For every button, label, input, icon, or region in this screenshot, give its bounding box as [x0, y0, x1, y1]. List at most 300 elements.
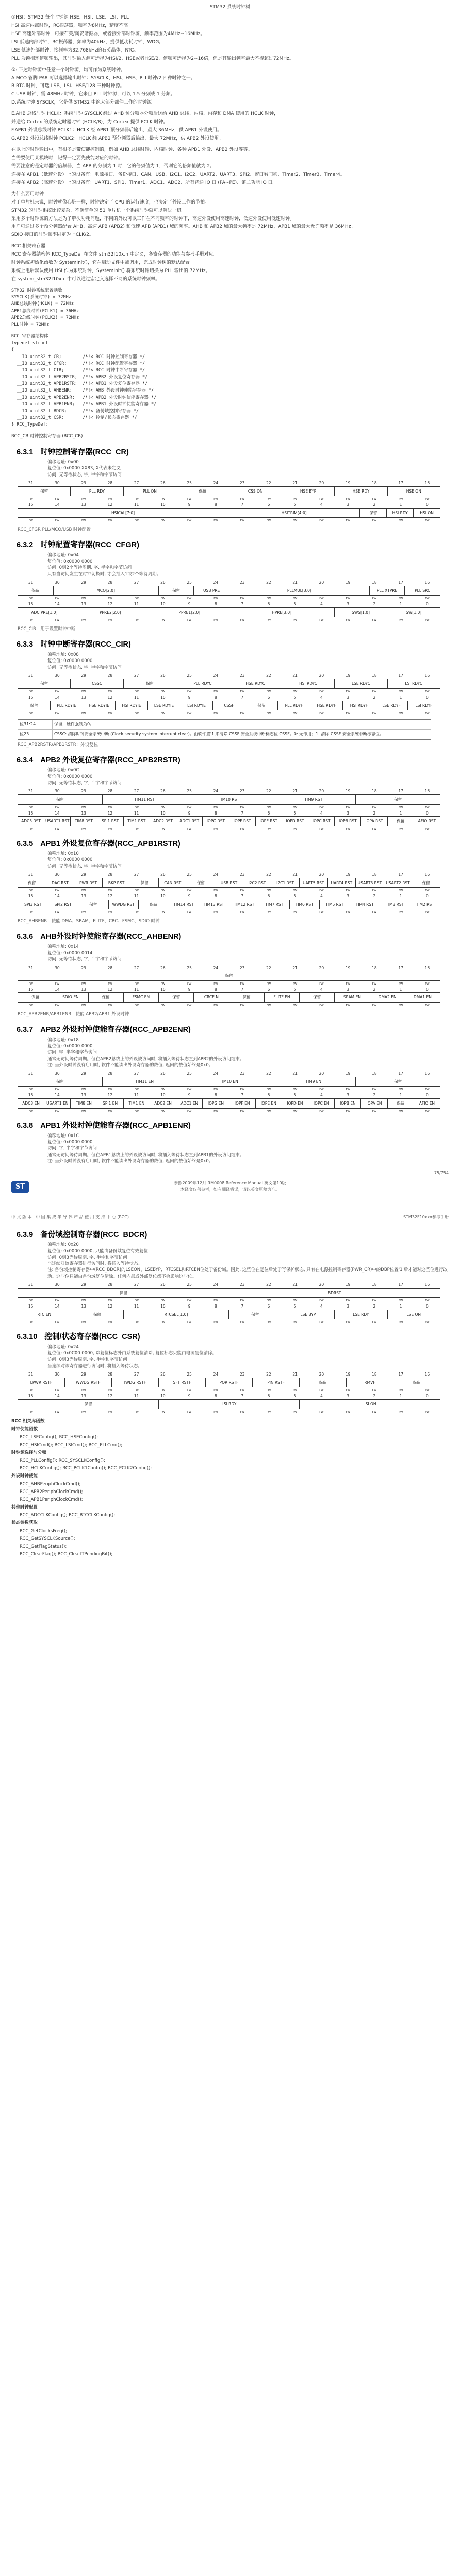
access-tag: rw — [240, 1087, 244, 1092]
bit-number: 6 — [267, 987, 270, 992]
register-field: IOPD RST — [282, 817, 308, 826]
access-tag: rw — [346, 596, 350, 601]
bit-number: 23 — [239, 1071, 245, 1076]
bit-number: 8 — [214, 1093, 217, 1098]
text-line: 对于单片机来说，时钟就像心脏一样，时钟决定了 CPU 的运行速度，也决定了外设工作的节拍。 — [11, 199, 210, 205]
register-field: IOPA EN — [361, 1099, 387, 1109]
access-tag: rw — [398, 596, 403, 601]
register-cells — [18, 1077, 440, 1087]
bit-number: 16 — [424, 1282, 430, 1287]
code-line: AHB总线时钟(HCLK) = 72MHz — [11, 301, 74, 307]
section-heading — [17, 447, 449, 458]
bit-number: 22 — [266, 965, 271, 970]
register-field: 保留 — [300, 993, 335, 1003]
register-field: CSS ON — [229, 487, 282, 497]
register-diagram — [18, 788, 440, 832]
access-tag: rw — [187, 689, 192, 694]
access-tag: rw — [372, 1087, 377, 1092]
api-item: RCC_HSICmd(); RCC_LSICmd(); RCC_PLLCmd(); — [20, 1442, 123, 1448]
meta-line: 复位值: 0x0000 0000, 只能由备份域复位有效复位 — [47, 1248, 148, 1254]
api-item: 时钟使能函数 — [11, 1427, 38, 1432]
bit-number: 31 — [28, 580, 34, 585]
access-tag: rw — [187, 1003, 192, 1008]
access-tag: rw — [108, 1320, 112, 1325]
bit-number: 11 — [134, 894, 139, 899]
register-note: RCC_CIR：用于设置时钟中断 — [18, 626, 76, 632]
access-tag: rw — [213, 689, 218, 694]
bit-number: 20 — [319, 965, 324, 970]
access-tag: rw — [55, 805, 60, 809]
text-line: 并送给 Cortex 的系统定时器时钟 (HCLK/8)，为 Cortex 提供 FCLK 时钟。 — [11, 120, 168, 125]
bit-number: 30 — [55, 872, 60, 877]
code-line: { — [11, 347, 14, 353]
bit-number: 15 — [28, 810, 34, 816]
bit-number: 15 — [28, 894, 34, 899]
access-tag: rw — [28, 1410, 33, 1414]
register-field: HSE RDYC — [229, 679, 282, 689]
access-tag: rw — [425, 618, 430, 622]
register-field: 保留 — [18, 487, 71, 497]
register-field: LSE RDY — [335, 1310, 388, 1320]
meta-line: 访问: 字, 半字和字节访问 — [47, 1146, 97, 1151]
bit-number: 17 — [398, 872, 403, 877]
bit-number: 22 — [266, 789, 271, 794]
bit-number: 23 — [239, 872, 245, 877]
register-field: 保留 — [18, 586, 54, 596]
bit-number: 10 — [160, 602, 166, 607]
text-line: SDIO 接口的时钟频率固定为 HCLK/2。 — [11, 232, 94, 238]
bit-number: 21 — [292, 789, 298, 794]
register-cells — [18, 1098, 440, 1109]
section-title: APB2 外设时钟使能寄存器(RCC_APB2ENR) — [40, 1026, 191, 1035]
register-field: CSSF — [213, 701, 245, 711]
register-field: IOPE EN — [256, 1099, 282, 1109]
register-field: 保留 — [245, 701, 278, 711]
register-field: IOPF RST — [229, 817, 256, 826]
meta-line: 访问: 无等待状态, 字, 半字和字节访问 — [47, 957, 122, 962]
bit-number: 23 — [239, 673, 245, 678]
meta-line: 复位值: 0x0000 0000 — [47, 857, 93, 863]
bit-number: 24 — [213, 789, 219, 794]
access-tag: rw — [28, 910, 33, 914]
register-cells — [18, 992, 440, 1003]
section-heading — [17, 639, 449, 650]
bit-number: 10 — [160, 502, 166, 507]
bit-number: 13 — [81, 1394, 86, 1399]
code-line: __IO uint32_t CSR; /*!< 控制/状态寄存器 */ — [11, 415, 137, 421]
access-tag: rw — [346, 497, 350, 501]
register-field: UART5 RST — [300, 878, 328, 888]
bit-number: 25 — [187, 1071, 192, 1076]
access-tag: rw — [28, 1087, 33, 1092]
access-tag: rw — [319, 711, 324, 716]
code-line: __IO uint32_t BDCR; /*!< 备份域控制寄存器 */ — [11, 408, 139, 414]
register-cells — [18, 971, 440, 981]
register-field: TIM10 EN — [187, 1077, 272, 1087]
bit-number: 5 — [293, 694, 297, 700]
bit-number: 24 — [213, 872, 219, 877]
bit-number: 24 — [213, 673, 219, 678]
text-line: 用户可通过多个预分频器配置 AHB、高速 APB (APB2) 和低速 APB (APB1) 域的频率。AHB 和 APB2 域的最大频率是 72MHz，APB1 域的最大允许频率是 36MHz。 — [11, 224, 356, 230]
access-tag: rw — [292, 1109, 298, 1113]
access-tag: rw — [346, 1388, 350, 1393]
meta-line: 复位值: 0x0000 0000 — [47, 1140, 93, 1145]
meta-line: 访问: 0到3等待周期, 字, 半字和字节访问 — [47, 1357, 127, 1363]
access-tag: rw — [28, 981, 33, 986]
section-number: 6.3.3 — [17, 640, 34, 649]
bit-number: 24 — [213, 481, 219, 486]
bit-number: 26 — [160, 965, 166, 970]
section-title: APB2 外设复位寄存器(RCC_APB2RSTR) — [40, 756, 180, 765]
register-field: TIM5 RST — [320, 900, 350, 910]
access-tag: rw — [108, 689, 112, 694]
register-field: 保留 — [388, 817, 414, 826]
bit-value: CSSC: 清除时钟安全系统中断 (Clock security system interrupt clear)。由软件置'1'来清除 CSSF 安全系统中断标志位 CSSF。0: 无作用；1: 清除 CSSF 安全系统中断标志位。 — [54, 732, 384, 737]
bit-number: 30 — [55, 1282, 60, 1287]
text-line: 系统上电后默认使用 HSI 作为系统时钟，SystemInit() 将系统时钟切换为 PLL 输出的 72MHz。 — [11, 268, 210, 274]
access-tag: rw — [292, 711, 298, 716]
register-field: POR RSTF — [206, 1378, 253, 1388]
meta-line: 复位值: 0x0000 0000 — [47, 774, 93, 779]
access-tag: rw — [319, 596, 324, 601]
access-tag: rw — [213, 711, 218, 716]
access-tag: rw — [213, 888, 218, 893]
bit-number: 12 — [107, 1093, 113, 1098]
register-field: TIM9 RST — [271, 795, 356, 805]
register-diagram — [18, 1071, 440, 1114]
bit-number: 5 — [293, 810, 297, 816]
bit-number: 26 — [160, 673, 166, 678]
access-tag: rw — [187, 1320, 192, 1325]
register-diagram — [18, 580, 440, 623]
bit-number: 24 — [213, 1372, 219, 1377]
register-diagram — [18, 1371, 440, 1415]
bit-number: 10 — [160, 1394, 166, 1399]
section-number: 6.3.10 — [17, 1333, 38, 1342]
register-cells — [18, 1288, 440, 1298]
access-tag: rw — [81, 1109, 86, 1113]
access-tag: rw — [425, 1410, 430, 1414]
register-field: SPI1 RST — [97, 817, 124, 826]
access-tag: rw — [266, 689, 271, 694]
register-cells — [18, 816, 440, 826]
access-tag: rw — [213, 1320, 218, 1325]
api-item: 状态参数获取 — [11, 1520, 38, 1526]
bit-number: 25 — [187, 1282, 192, 1287]
access-row — [18, 1298, 440, 1303]
meta-line: 偏移地址: 0x10 — [47, 851, 79, 857]
bit-number: 14 — [55, 694, 60, 700]
bit-number: 3 — [347, 1304, 350, 1309]
register-field: SPI3 RST — [18, 900, 48, 910]
section-heading — [17, 1229, 449, 1241]
intro-line: ①HSI：STM32 每个时钟源 HSE、HSI、LSE、LSI、PLL。 — [11, 14, 134, 20]
subheading: 为什么要用时钟 — [11, 191, 44, 197]
bus-clocks-block — [11, 111, 449, 143]
access-tag: rw — [346, 1003, 350, 1008]
bit-number: 18 — [372, 965, 377, 970]
bit-number: 2 — [373, 987, 376, 992]
register-cells — [18, 679, 440, 689]
access-tag: rw — [372, 888, 377, 893]
api-item: 其他时钟配置 — [11, 1505, 38, 1511]
bit-number: 4 — [320, 502, 323, 507]
register-field: LSE RDYF — [375, 701, 408, 711]
access-tag: rw — [292, 518, 298, 523]
access-tag: rw — [398, 805, 403, 809]
access-tag: rw — [346, 888, 350, 893]
access-tag: rw — [346, 1320, 350, 1325]
bit-number: 2 — [373, 1304, 376, 1309]
register-diagram — [18, 673, 440, 716]
bit-number: 26 — [160, 481, 166, 486]
access-tag: rw — [292, 1410, 298, 1414]
meta-line: 复位值: 0x0C00 0000, 除复位标志外由系统复位清除, 复位标志只能由电源复位清除。 — [47, 1351, 217, 1357]
bit-number: 8 — [214, 810, 217, 816]
text-line: A.MCO 管脚 PA8 可以选择输出时钟：SYSCLK、HSI、HSE、PLL时钟/2 四种时钟之一。 — [11, 75, 195, 81]
meta-line: 访问: 0到3等待周期, 字, 半字和字节访问 — [47, 1255, 127, 1260]
register-diagram — [18, 965, 440, 1008]
bit-number: 16 — [424, 673, 430, 678]
bit-number: 22 — [266, 872, 271, 877]
page-footer — [11, 1171, 449, 1201]
register-field: TIM9 EN — [271, 1077, 356, 1087]
access-tag: rw — [81, 805, 86, 809]
register-field: 保留 — [18, 1077, 103, 1087]
register-note: RCC_AHBENR：使能 DMA、SRAM、FLITF、CRC、FSMC、SDIO 时钟 — [18, 919, 160, 924]
bit-number: 7 — [241, 602, 244, 607]
access-tag: rw — [425, 711, 430, 716]
register-field: 保留 — [229, 1310, 282, 1320]
access-tag: rw — [266, 1388, 271, 1393]
access-tag: rw — [319, 518, 324, 523]
bit-number: 19 — [345, 872, 351, 877]
bit-number: 14 — [55, 810, 60, 816]
access-tag: rw — [134, 1109, 139, 1113]
access-tag: rw — [134, 596, 139, 601]
bit-number: 0 — [425, 602, 429, 607]
text-line: D.系统时钟 SYSCLK，它是供 STM32 中绝大部分部件工作的时钟源。 — [11, 100, 156, 106]
access-tag: rw — [55, 1087, 60, 1092]
bit-number: 13 — [81, 1304, 86, 1309]
register-field: 保留 — [159, 586, 194, 596]
register-field: PLL RDYF — [278, 701, 310, 711]
register-field: 保留 — [412, 878, 440, 888]
bit-number: 3 — [347, 1394, 350, 1399]
bit-number: 9 — [188, 987, 191, 992]
register-cells — [18, 794, 440, 805]
bit-number-row — [18, 580, 440, 586]
bit-number: 28 — [107, 1071, 113, 1076]
bit-number: 22 — [266, 1372, 271, 1377]
access-tag: rw — [55, 888, 60, 893]
bit-number: 18 — [372, 1071, 377, 1076]
bit-number: 16 — [424, 580, 430, 585]
register-field: 保留 — [18, 1400, 159, 1410]
code-line: SYSCLK(系统时钟) = 72MHz — [11, 295, 71, 300]
clock-setup-block — [11, 287, 449, 328]
bit-number: 29 — [81, 789, 86, 794]
access-tag: rw — [81, 1320, 86, 1325]
register-field: TIM6 RST — [290, 900, 320, 910]
text-line: RCC 寄存器结构体 RCC_TypeDef 在文件 stm32f10x.h 中定义，各寄存器的功能与参考手册对应。 — [11, 252, 218, 258]
bit-number: 27 — [134, 1372, 139, 1377]
access-tag: rw — [346, 711, 350, 716]
bit-number: 10 — [160, 1304, 166, 1309]
text-line: 时钟系统初始化函数为 SystemInit()，它在启动文件中被调用，完成时钟树的默认配置。 — [11, 260, 194, 266]
access-tag: rw — [108, 1410, 112, 1414]
text-line: C.USB 时钟，需 48MHz 时钟，它来自 PLL 时钟源，可以 1.5 分频或 1 分频。 — [11, 92, 175, 97]
access-tag: rw — [187, 826, 192, 831]
register-field: LSI RDYC — [388, 679, 440, 689]
access-tag: rw — [240, 497, 244, 501]
register-field: 保留 — [360, 509, 387, 518]
bit-number-row — [18, 1393, 440, 1399]
access-tag: rw — [160, 689, 166, 694]
access-tag: rw — [81, 689, 86, 694]
bit-number: 20 — [319, 481, 324, 486]
access-tag: rw — [28, 826, 33, 831]
bit-number: 11 — [134, 1394, 139, 1399]
bit-number: 0 — [425, 1093, 429, 1098]
section-title: 时钟配置寄存器(RCC_CFGR) — [40, 541, 139, 550]
access-tag: rw — [160, 981, 166, 986]
bit-number: 17 — [398, 789, 403, 794]
description-row — [18, 720, 431, 730]
register-field: DAC RST — [46, 878, 75, 888]
section-number: 6.3.9 — [17, 1230, 34, 1239]
bit-number: 8 — [214, 987, 217, 992]
access-row — [18, 689, 440, 694]
code-line: APB2总线时钟(PCLK2) = 72MHz — [11, 315, 79, 320]
register-note: RCC_APB2ENR/APB1ENR：使能 APB2/APB1 外设时钟 — [18, 1011, 129, 1017]
register-section — [11, 931, 449, 1008]
register-field: PLL RDYC — [176, 679, 229, 689]
bit-number: 28 — [107, 481, 113, 486]
register-field: HSE BYP — [282, 487, 335, 497]
register-field: BDRST — [229, 1289, 441, 1298]
bit-number: 7 — [241, 1304, 244, 1309]
bit-number: 22 — [266, 481, 271, 486]
access-tag: rw — [213, 1388, 218, 1393]
access-row — [18, 617, 440, 623]
bit-number: 9 — [188, 894, 191, 899]
register-field: FSMC EN — [124, 993, 159, 1003]
bit-number-row — [18, 694, 440, 701]
access-tag: rw — [134, 888, 139, 893]
register-field: LSI RDYIE — [180, 701, 213, 711]
register-field: IOPE RST — [256, 817, 282, 826]
access-tag: rw — [346, 910, 350, 914]
register-cells — [18, 878, 440, 888]
register-section — [11, 1120, 449, 1164]
access-row — [18, 981, 440, 987]
bit-number: 3 — [347, 987, 350, 992]
access-row — [18, 1409, 440, 1415]
register-field: IOPC RST — [308, 817, 335, 826]
bit-number: 22 — [266, 1071, 271, 1076]
access-tag: rw — [398, 1109, 403, 1113]
bit-number: 0 — [425, 1304, 429, 1309]
register-field: LSE ON — [388, 1310, 441, 1320]
access-tag: rw — [240, 981, 244, 986]
rcc-registers-block — [11, 243, 449, 283]
text-line: ①: 下述时钟源中任意一个时钟源，均可作为系统时钟。 — [11, 67, 125, 73]
bit-number: 1 — [399, 1304, 402, 1309]
register-field: USART2 RST — [384, 878, 413, 888]
access-tag: rw — [292, 618, 298, 622]
section-title: AHB外设时钟使能寄存器(RCC_AHBENR) — [40, 933, 182, 941]
access-tag: rw — [372, 1320, 377, 1325]
register-field: 保留 — [71, 1310, 124, 1320]
bit-number: 3 — [347, 1093, 350, 1098]
bit-number: 21 — [292, 1282, 298, 1287]
meta-line: 复位值: 0x0000 0000 — [47, 658, 93, 664]
access-tag: rw — [425, 1320, 430, 1325]
register-field: RTC EN — [18, 1310, 71, 1320]
section-heading — [17, 931, 449, 942]
register-field: LSI RDY — [159, 1400, 300, 1410]
bit-number: 4 — [320, 1394, 323, 1399]
bit-number: 17 — [398, 1071, 403, 1076]
access-tag: rw — [108, 981, 112, 986]
meta-line: 通常无访问等待周期。但在APB2总线上的外设被访问时, 将插入等待状态直到APB2的外设访问结束。 — [47, 1056, 244, 1062]
bit-number: 17 — [398, 1282, 403, 1287]
access-tag: rw — [425, 981, 430, 986]
access-tag: rw — [398, 1320, 403, 1325]
bit-number: 23 — [239, 481, 245, 486]
api-title: RCC 相关库函数 — [11, 1419, 45, 1425]
register-field: PPRE2[2:0] — [71, 608, 150, 618]
register-field: 保留 — [18, 679, 71, 689]
access-tag: rw — [425, 1388, 430, 1393]
access-tag: rw — [372, 1109, 377, 1113]
bit-number: 28 — [107, 673, 113, 678]
access-tag: rw — [81, 1003, 86, 1008]
register-field: 保留 — [356, 1077, 440, 1087]
api-item: 外设时钟使能 — [11, 1473, 38, 1479]
code-line: __IO uint32_t APB1ENR; /*!< APB1 外设时钟使能寄存器 */ — [11, 401, 157, 407]
bit-number: 5 — [293, 1304, 297, 1309]
bit-number: 20 — [319, 789, 324, 794]
bit-number: 14 — [55, 894, 60, 899]
register-cells — [18, 1399, 440, 1410]
meta-line: 访问: 无等待状态, 字, 半字和字节访问 — [47, 472, 122, 478]
register-section — [11, 1331, 449, 1415]
register-field: IOPB RST — [335, 817, 361, 826]
access-tag: rw — [28, 618, 33, 622]
meta-line: 访问: 0到2个等待周期, 字, 半字和字节访问 — [47, 565, 132, 571]
section-title: APB1 外设复位寄存器(RCC_APB1RSTR) — [40, 839, 180, 848]
access-tag: rw — [398, 1410, 403, 1414]
bit-number: 20 — [319, 1071, 324, 1076]
bit-number: 0 — [425, 502, 429, 507]
meta-line: 访问: 无等待状态, 字, 半字和字节访问 — [47, 863, 122, 869]
access-tag: rw — [55, 1109, 60, 1113]
register-meta — [47, 459, 449, 478]
register-sections — [0, 447, 460, 1415]
st-logo: ST — [11, 1181, 29, 1193]
access-tag: rw — [213, 1087, 218, 1092]
access-tag: rw — [346, 518, 350, 523]
access-tag: rw — [134, 497, 139, 501]
section-title: APB1 外设时钟使能寄存器(RCC_APB1ENR) — [40, 1122, 191, 1130]
bit-number: 28 — [107, 789, 113, 794]
bit-number: 31 — [28, 965, 34, 970]
bit-number: 1 — [399, 894, 402, 899]
bit-number: 26 — [160, 580, 166, 585]
access-tag: rw — [160, 910, 166, 914]
